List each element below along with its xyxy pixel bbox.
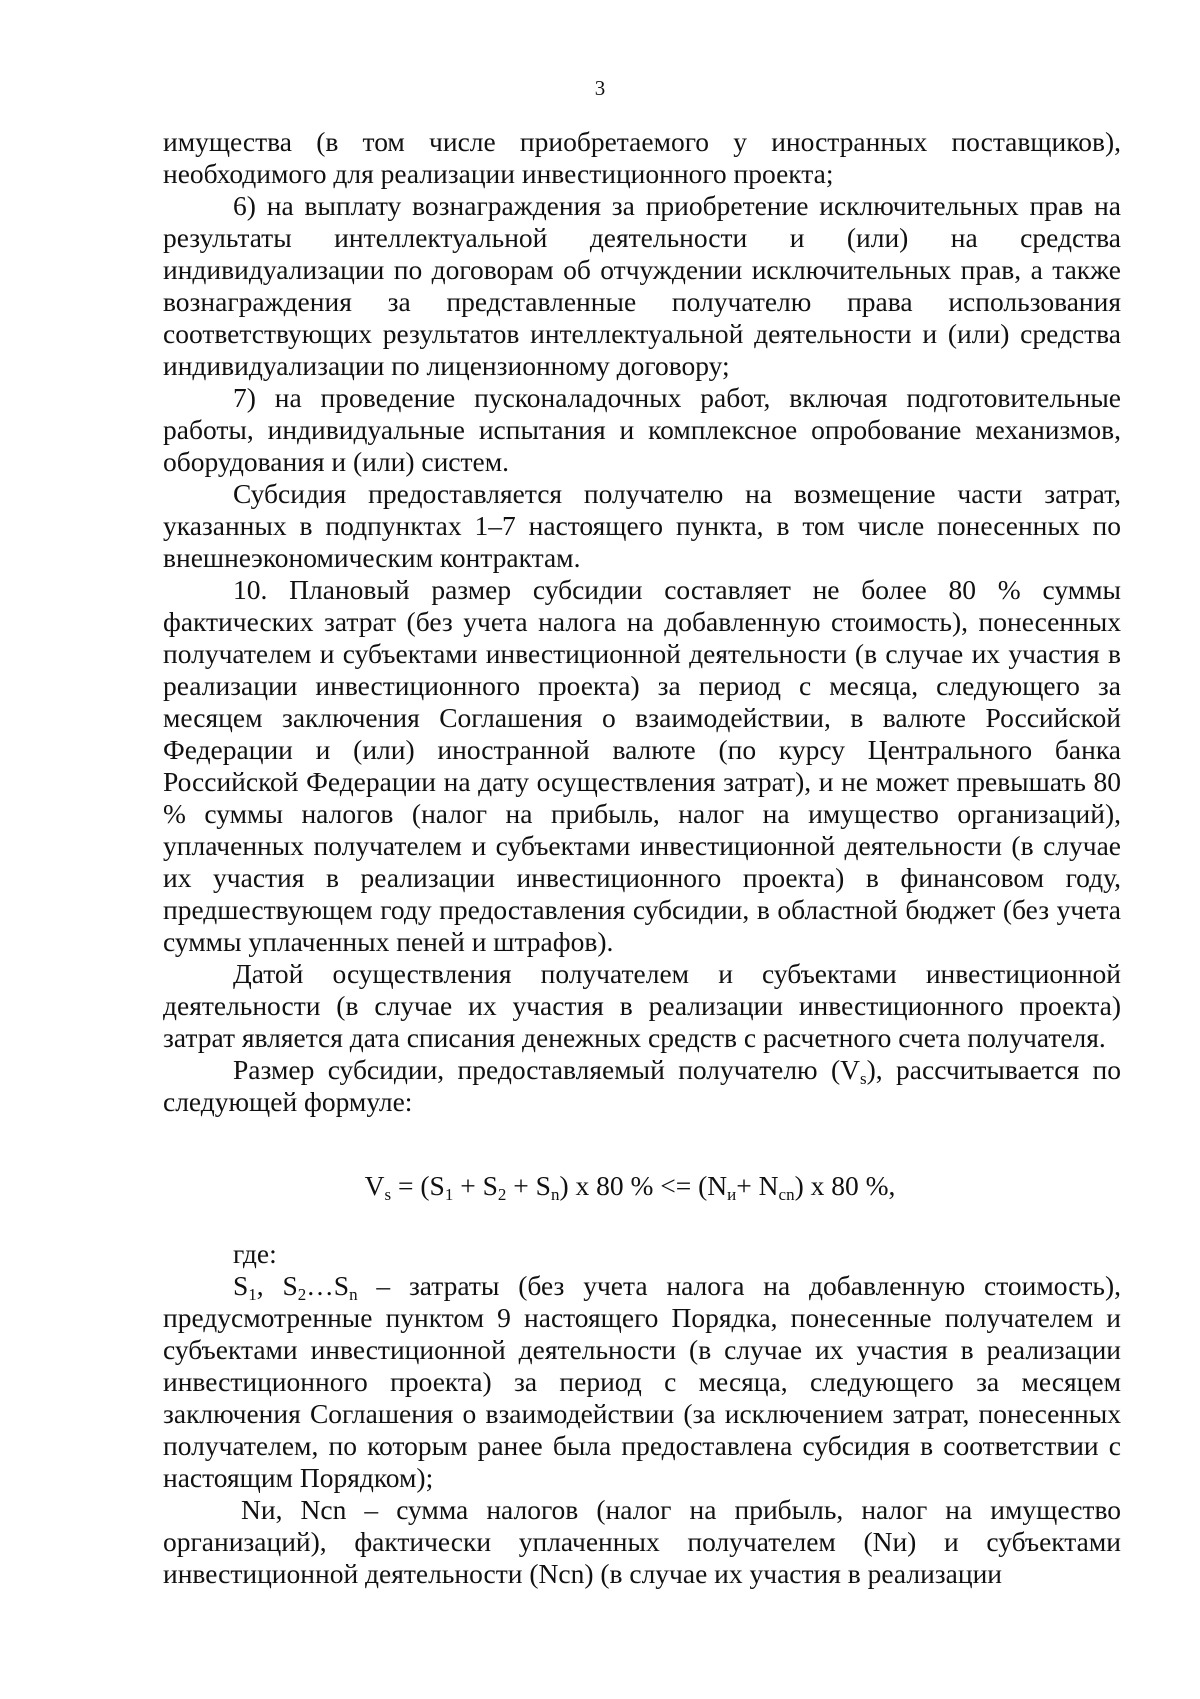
body-text-upper [163, 126, 1121, 1118]
formula-text: ) x 80 %, [794, 1170, 896, 1201]
subscript: s [384, 1185, 392, 1204]
subscript: cn [778, 1185, 795, 1204]
formula-intro-text-end: ), рассчитывается по следующей формуле: [163, 1054, 1121, 1117]
subscript: s [860, 1069, 867, 1088]
formula-text: + S [506, 1170, 551, 1201]
paragraph-formula-intro [163, 1054, 1121, 1118]
subscript: 2 [297, 1285, 307, 1304]
subscript: n [349, 1285, 358, 1304]
paragraph-item-6: 6) на выплату вознаграждения за приобретение исключительных прав на результаты интеллектуальной деятельности и (или) на средства индивидуализации по договорам об отчуждении исключительных прав, а также вознаграждения за представленные получателю права использования соответствующих результатов интеллектуальной деятельности и (или) средства индивидуализации по лицензионному договору; [163, 190, 1121, 381]
formula-symbol: V [364, 1170, 385, 1201]
paragraph-continuation: имущества (в том числе приобретаемого у иностранных поставщиков), необходимого для реализации инвестиционного проекта; [163, 126, 1121, 189]
paragraph-item-7: 7) на проведение пусконаладочных работ, включая подготовительные работы, индивидуальные испытания и комплексное опробование механизмов, оборудования и (или) систем. [163, 382, 1121, 477]
formula-text: + S [453, 1170, 498, 1201]
symbol: S [233, 1270, 249, 1301]
subscript: 2 [497, 1185, 507, 1204]
formula-text: ) x 80 % <= (N [559, 1170, 728, 1201]
subscript: и [727, 1185, 737, 1204]
paragraph-n-definition: Nи, Ncn – сумма налогов (налог на прибыль, налог на имущество организаций), фактически уплаченных получателем (Nи) и субъектами инвестиционной деятельности (Ncn) (в случае их участия в реализации [163, 1494, 1121, 1589]
subscript: n [550, 1185, 560, 1204]
paragraph-subsidy: Субсидия предоставляется получателю на возмещение части затрат, указанных в подпунктах 1–7 настоящего пункта, в том числе понесенных по внешнеэкономическим контрактам. [163, 478, 1121, 573]
subscript: 1 [248, 1285, 257, 1304]
formula-text: = (S [391, 1170, 445, 1201]
page-number: 3 [594, 76, 606, 100]
subscript: 1 [444, 1185, 454, 1204]
body-text-lower [163, 1238, 1121, 1590]
definition-text: – затраты (без учета налога на добавленную стоимость), предусмотренные пунктом 9 настоящего Порядка, понесенные получателем и субъектами инвестиционной деятельности (в случае их участия в реализации инвестиционного проекта) за период с месяца, следующего за месяцем заключения Соглашения о взаимодействии (за исключением затрат, понесенных получателем, по которым ранее была предоставлена субсидия в соответствии с настоящим Порядком); [163, 1270, 1121, 1493]
symbol: …S [306, 1270, 350, 1301]
formula-text: + N [736, 1170, 779, 1201]
symbol: , S [256, 1270, 298, 1301]
formula-intro-text: Размер субсидии, предоставляемый получателю (V [233, 1054, 860, 1085]
subsidy-formula [0, 1170, 1200, 1202]
paragraph-clause-10: 10. Плановый размер субсидии составляет не более 80 % суммы фактических затрат (без учета налога на добавленную стоимость), понесенных получателем и субъектами инвестиционной деятельности (в случае их участия в реализации инвестиционного проекта) за период с месяца, следующего за месяцем заключения Соглашения о взаимодействии, в валюте Российской Федерации и (или) иностранной валюте (по курсу Центрального банка Российской Федерации на дату осуществления затрат), и не может превышать 80 % суммы налогов (налог на прибыль, налог на имущество организаций), уплаченных получателем и субъектами инвестиционной деятельности (в случае их участия в реализации инвестиционного проекта) в финансовом году, предшествующем году предоставления субсидии, в областной бюджет (без учета суммы уплаченных пеней и штрафов). [163, 574, 1121, 957]
paragraph-date: Датой осуществления получателем и субъектами инвестиционной деятельности (в случае их участия в реализации инвестиционного проекта) затрат является дата списания денежных средств с расчетного счета получателя. [163, 958, 1121, 1053]
paragraph-where: где: [233, 1238, 277, 1269]
paragraph-s-definition [163, 1270, 1121, 1494]
